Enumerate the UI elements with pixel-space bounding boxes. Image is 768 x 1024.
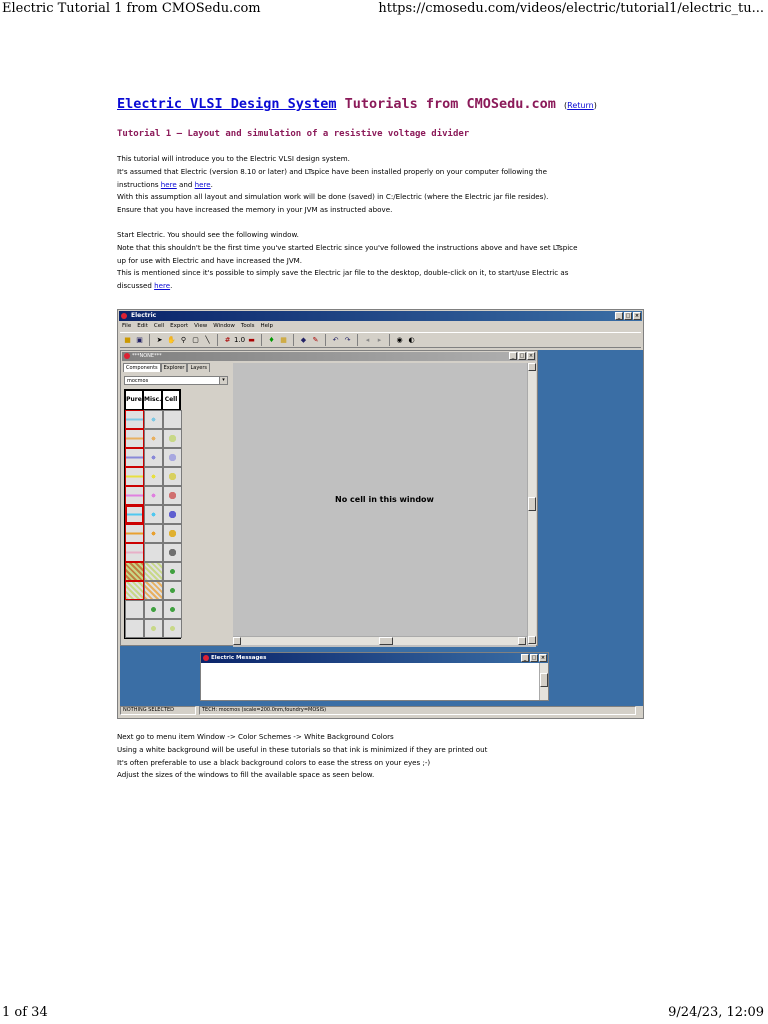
edit-window-icon <box>124 353 130 359</box>
status-selection: NOTHING SELECTED <box>120 706 196 715</box>
menu-edit[interactable]: Edit <box>137 323 148 329</box>
minimize-icon[interactable]: _ <box>509 352 517 360</box>
toolbar <box>120 332 641 348</box>
toolbar-separator <box>261 334 262 346</box>
messages-window <box>200 652 549 701</box>
intro-line: This tutorial will introduce you to the Electric VLSI design system. <box>117 154 350 163</box>
here-link-3[interactable]: here <box>154 281 171 291</box>
maximize-icon[interactable]: □ <box>531 655 537 661</box>
outline-icon[interactable]: ▢ <box>192 336 199 344</box>
grid-icon[interactable]: # <box>224 336 231 344</box>
close-icon[interactable]: × <box>540 655 546 661</box>
canvas-message: No cell in this window <box>335 495 434 504</box>
menu-tools[interactable]: Tools <box>240 323 255 329</box>
maximize-icon[interactable]: □ <box>625 313 631 319</box>
palette-cell[interactable] <box>144 410 163 429</box>
palette-cell[interactable] <box>125 562 144 581</box>
zoom-level[interactable]: 1.0 <box>233 336 246 344</box>
horizontal-scrollbar[interactable] <box>233 636 527 645</box>
measure-icon[interactable]: ╲ <box>205 336 210 344</box>
text: . <box>210 179 213 189</box>
palette-cell[interactable] <box>144 543 163 562</box>
palette-cell[interactable] <box>125 581 144 600</box>
vertical-scroll-thumb[interactable] <box>540 673 548 687</box>
palette-cell[interactable] <box>125 619 144 638</box>
palette-misc-button[interactable]: Misc. <box>143 390 162 410</box>
messages-scrollbar[interactable] <box>539 663 548 700</box>
scroll-left-icon[interactable] <box>233 637 241 645</box>
arc-icon[interactable]: ▬ <box>248 336 255 344</box>
electric-vlsi-link[interactable]: Electric VLSI Design System <box>117 96 337 112</box>
start-paragraph <box>117 229 657 293</box>
after-line: It's often preferable to use a black background colors to ease the stress on your eyes ;-) <box>117 757 431 767</box>
edit-window-controls <box>509 352 535 360</box>
palette-cell[interactable] <box>144 524 163 543</box>
palette-cell[interactable] <box>125 600 144 619</box>
component-palette <box>124 389 181 639</box>
after-line: Next go to menu item Window -> Color Schemes -> White Background Colors <box>117 732 394 741</box>
close-icon[interactable]: × <box>634 313 640 319</box>
title-rest: Tutorials from CMOSedu.com <box>336 96 565 112</box>
chevron-down-icon[interactable]: ▾ <box>219 377 227 384</box>
palette-cell[interactable] <box>125 486 144 505</box>
tab-components[interactable]: Components <box>123 363 161 372</box>
save-icon[interactable]: ▣ <box>136 336 143 344</box>
pan-hand-icon[interactable]: ✋ <box>167 336 176 344</box>
start-line: This is mentioned since it's possible to simply save the Electric jar file to the desktop, double-click on it, to start/use Electric as <box>117 268 569 278</box>
desktop-background-right <box>538 350 643 706</box>
palette-grid <box>125 410 180 638</box>
forward-icon[interactable]: ▸ <box>377 336 382 344</box>
view-icon[interactable]: ◉ <box>396 336 403 344</box>
palette-cell[interactable] <box>163 562 182 581</box>
start-line: Start Electric. You should see the following window. <box>117 229 299 239</box>
back-icon[interactable]: ◂ <box>365 336 370 344</box>
menu-help[interactable]: Help <box>260 323 274 329</box>
technology-select[interactable] <box>124 376 228 385</box>
start-line <box>117 280 657 293</box>
print-header <box>0 0 768 20</box>
messages-window-icon <box>203 655 209 661</box>
drawing-canvas[interactable] <box>233 363 536 647</box>
minimize-icon[interactable]: _ <box>615 312 623 320</box>
text: and <box>176 179 195 189</box>
edit-icon[interactable]: ✎ <box>312 336 319 344</box>
technology-value: mocmos <box>127 378 149 384</box>
palette-cell[interactable] <box>163 581 182 600</box>
edit-window <box>120 350 538 646</box>
palette-cell[interactable] <box>163 448 182 467</box>
page-counter: 1 of 34 <box>2 1005 48 1020</box>
menu-bar <box>122 323 273 329</box>
window-controls <box>615 312 641 320</box>
text: instructions <box>117 179 161 189</box>
text: . <box>170 281 173 291</box>
palette-cell[interactable] <box>144 505 163 524</box>
palette-cell[interactable] <box>144 486 163 505</box>
text: discussed <box>117 281 155 291</box>
palette-header <box>125 390 180 410</box>
electric-window-title: Electric <box>131 312 157 319</box>
palette-cell[interactable] <box>163 543 182 562</box>
electric-window-screenshot <box>117 309 644 719</box>
select-objects-icon[interactable]: ◆ <box>300 336 307 344</box>
palette-cell[interactable] <box>144 581 163 600</box>
intro-paragraph <box>117 153 657 217</box>
select-arrow-icon[interactable]: ➤ <box>156 336 163 344</box>
toolbar-separator <box>357 334 358 346</box>
palette-cell[interactable] <box>163 600 182 619</box>
palette-cell[interactable] <box>163 467 182 486</box>
toolbar-separator <box>149 334 150 346</box>
close-icon[interactable]: × <box>528 353 534 359</box>
highlight-icon[interactable]: ▦ <box>280 336 287 344</box>
palette-cell-button[interactable]: Cell <box>162 390 180 410</box>
redo-icon[interactable]: ↷ <box>344 336 351 344</box>
palette-cell[interactable] <box>144 619 163 638</box>
palette-cell[interactable] <box>163 410 182 429</box>
palette-cell[interactable] <box>144 448 163 467</box>
palette-cell[interactable] <box>125 448 144 467</box>
toolbar-separator <box>293 334 294 346</box>
scroll-right-icon[interactable] <box>518 637 526 645</box>
toolbar-separator <box>217 334 218 346</box>
status-technology: TECH: mocmos (scale=200.0nm,foundry=MOSIS) <box>199 706 636 715</box>
palette-cell[interactable] <box>125 543 144 562</box>
menu-export[interactable]: Export <box>170 323 189 329</box>
side-tabs <box>123 363 210 372</box>
intro-line: It's assumed that Electric (version 8.10 or later) and LTspice have been installed properly on your computer following the <box>117 166 547 176</box>
palette-cell[interactable] <box>163 429 182 448</box>
scroll-down-icon[interactable] <box>528 636 536 644</box>
intro-line <box>117 179 657 192</box>
edit-window-titlebar <box>122 352 536 361</box>
palette-cell[interactable] <box>125 410 144 429</box>
return-link[interactable]: Return <box>567 101 594 110</box>
tutorial-intro <box>117 96 657 293</box>
electric-titlebar <box>119 311 642 321</box>
zoom-icon[interactable]: ⚲ <box>180 336 187 344</box>
tutorial-subtitle: Tutorial 1 – Layout and simulation of a resistive voltage divider <box>117 129 470 139</box>
palette-cell[interactable] <box>163 524 182 543</box>
messages-window-title: Electric Messages <box>211 655 267 661</box>
palette-cell[interactable] <box>163 505 182 524</box>
electric-app-icon <box>121 313 127 319</box>
undo-icon[interactable]: ↶ <box>332 336 339 344</box>
messages-titlebar <box>201 653 548 663</box>
menu-cell[interactable]: Cell <box>153 323 165 329</box>
pin-icon[interactable]: ♦ <box>268 336 275 344</box>
toolbar-separator <box>325 334 326 346</box>
vertical-scroll-thumb[interactable] <box>528 497 536 511</box>
palette-cell[interactable] <box>125 505 144 524</box>
horizontal-scroll-thumb[interactable] <box>379 637 393 645</box>
after-line: Using a white background will be useful in these tutorials so that ink is minimized if they are printed out <box>117 744 488 754</box>
tab-explorer[interactable]: Explorer <box>161 363 188 372</box>
shape-icon[interactable]: ◐ <box>408 336 415 344</box>
palette-cell[interactable] <box>163 486 182 505</box>
menu-file[interactable]: File <box>122 323 132 329</box>
toolbar-separator <box>389 334 390 346</box>
status-bar <box>120 706 641 715</box>
palette-cell[interactable] <box>144 562 163 581</box>
here-link-1[interactable]: here <box>160 179 177 189</box>
return-link-wrapper: (Return) <box>564 101 597 110</box>
after-paragraph <box>117 731 657 782</box>
palette-cell[interactable] <box>163 619 182 638</box>
intro-line: With this assumption all layout and simulation work will be done (saved) in C:/Electric (where the Electric jar file resides). <box>117 192 549 202</box>
maximize-icon[interactable]: □ <box>519 353 525 359</box>
start-line: Note that this shouldn't be the first time you've started Electric since you've followed the instructions above and have set LTspice <box>117 242 578 252</box>
open-icon[interactable]: ■ <box>124 336 131 344</box>
print-page-title: Electric Tutorial 1 from CMOSedu.com <box>2 1 261 16</box>
palette-pure-button[interactable]: Pure <box>125 390 143 410</box>
vertical-scrollbar[interactable] <box>527 363 536 645</box>
print-datetime: 9/24/23, 12:09 <box>668 1005 764 1020</box>
palette-cell[interactable] <box>144 467 163 486</box>
menu-window[interactable]: Window <box>213 323 235 329</box>
messages-window-controls <box>521 654 547 662</box>
palette-cell[interactable] <box>125 429 144 448</box>
scroll-up-icon[interactable] <box>528 363 536 371</box>
menu-view[interactable]: View <box>194 323 208 329</box>
edit-window-title: ***NONE*** <box>132 353 162 359</box>
print-footer <box>0 1002 768 1024</box>
after-line: Adjust the sizes of the windows to fill the available space as seen below. <box>117 770 375 780</box>
page-title <box>117 96 657 112</box>
here-link-2[interactable]: here <box>194 179 211 189</box>
tab-layers[interactable]: Layers <box>187 363 210 372</box>
palette-cell[interactable] <box>144 600 163 619</box>
minimize-icon[interactable]: _ <box>521 654 529 662</box>
palette-cell[interactable] <box>125 524 144 543</box>
palette-cell[interactable] <box>125 467 144 486</box>
print-page-url: https://cmosedu.com/videos/electric/tutorial1/electric_tu... <box>378 1 764 16</box>
palette-cell[interactable] <box>144 429 163 448</box>
start-line: up for use with Electric and have increased the JVM. <box>117 255 303 265</box>
intro-line: Ensure that you have increased the memory in your JVM as instructed above. <box>117 205 393 215</box>
